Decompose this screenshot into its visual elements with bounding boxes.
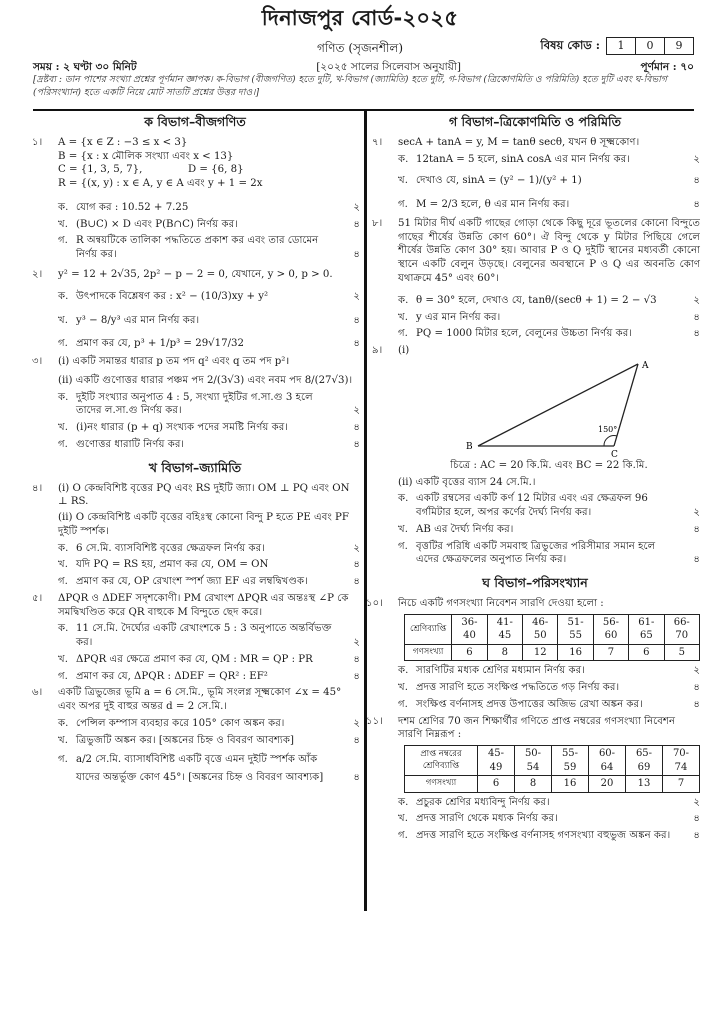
- sub-question: [398, 812, 700, 826]
- sub-label: খ.: [58, 314, 68, 326]
- sub-text: 11 সে.মি. দৈর্ঘ্যের একটি রেখাংশকে 5 : 3 অনুপাতে অন্তর্বিভক্ত কর।: [76, 623, 332, 649]
- sub-question: [58, 653, 360, 667]
- question-number: ৭।: [372, 136, 383, 148]
- sub-text: উৎপাদকে বিশ্লেষণ কর : x² − (10/3)xy + y²: [76, 290, 269, 302]
- side-ca: [614, 364, 638, 446]
- marks: ২: [353, 290, 360, 302]
- sub-label: ক.: [58, 718, 69, 730]
- sub-question: [58, 622, 360, 650]
- left-column: [30, 111, 360, 790]
- sub-question: [58, 542, 360, 556]
- time-allowed: সময় : ২ ঘণ্টা ৩০ মিনিট: [33, 61, 137, 73]
- marks: ৪: [693, 682, 700, 694]
- marks: ৪: [353, 438, 360, 450]
- marks: ৪: [353, 559, 360, 571]
- stem-line: (ii) O কেন্দ্রবিশিষ্ট একটি বৃত্তের বহিঃস্থ কোনো বিন্দু P হতে PE এবং PF দুইটি স্পর্শক।: [58, 512, 349, 537]
- sub-label: ক.: [398, 153, 409, 165]
- question-stem: দশম শ্রেণির 70 জন শিক্ষার্থীর গণিতে প্রাপ্ত নম্বরের গণসংখ্যা নিবেশন সারণি নিম্নরূপ :: [398, 715, 676, 741]
- sub-text: প্রদত্ত সারণি হতে সংক্ষিপ্ত বর্ণনাসহ গণসংখ্যা বহুভুজ অঙ্কন কর।: [416, 830, 671, 842]
- question-stem: 51 মিটার দীর্ঘ একটি গাছের গোড়া থেকে কিছু দূরে ভূতলের কোনো বিন্দুতে গাছের শীর্ষের উন্নতি কোণ 60°। ঐ বিন্দু থেকে y মিটার পিছিয়ে গেলে শীর্ষের উন্নতি কোণ 30° হয়। আবার P ও Q দুইটি স্থানের মধ্যবর্তী কোনো স্থানে একটি বেলুন উড়ছে। বেলুনের অবস্থানে P ও Q এর অবনতি কোণ যথাক্রমে 45° এবং 60°।: [398, 217, 700, 284]
- instruction-note: [দ্রষ্টব্য : ডান পাশের সংখ্যা প্রশ্নের পূর্ণমান জ্ঞাপক। ক-বিভাগ (বীজগণিত) হতে দুটি, খ-বিভাগ (জ্যামিতি) হতে দুটি, গ-বিভাগ (ত্রিকোণমিতি ও পরিমিতি) হতে দুটি এবং ঘ-বিভাগ (পরিসংখ্যান) হতে একটি নিয়ে মোট সাতটি প্রশ্নের উত্তর দাও।]: [33, 74, 667, 99]
- marks: ৪: [693, 554, 700, 566]
- stem-line: (ii) একটি গুণোত্তর ধারার পঞ্চম পদ 2/(3√3) এবং নবম পদ 8/(27√3)।: [58, 374, 353, 386]
- sub-question: [398, 294, 700, 308]
- marks: ৪: [353, 422, 360, 434]
- question-number: ১০।: [366, 598, 383, 610]
- sub-question: [58, 575, 360, 589]
- table-cell: 7: [663, 776, 700, 793]
- sub-question: [58, 734, 360, 748]
- sub-text: দেখাও যে, sinA = (y² − 1)/(y² + 1): [416, 175, 582, 187]
- sub-question: [398, 698, 700, 712]
- marks: ৪: [693, 199, 700, 211]
- question-stem: একটি ত্রিভুজের ভূমি a = 6 সে.মি., ভূমি সংলগ্ন সূক্ষ্মকোণ ∠x = 45° এবং অপর দুই বাহুর অন্তর d = 2 সে.মি.।: [58, 687, 342, 713]
- sub-label: গ.: [58, 235, 68, 247]
- marks: ৪: [693, 175, 700, 187]
- triangle-diagram: [438, 358, 678, 458]
- subject-code-label: বিষয় কোড :: [540, 38, 600, 53]
- table-row: [405, 614, 700, 644]
- sub-question: [58, 670, 360, 684]
- sub-text: a/2 সে.মি. ব্যাসার্ধবিশিষ্ট একটি বৃত্তে এমন দুইটি স্পর্শক আঁক যাদের অন্তর্ভুক্ত কোণ 45°। [অঙ্কনের চিহ্ন ও বিবরণ আবশ্যক]: [76, 753, 324, 783]
- stem-line: [58, 163, 360, 177]
- sub-text: পেন্সিল কম্পাস ব্যবহার করে 105° কোণ অঙ্কন কর।: [76, 718, 285, 730]
- table-row: [405, 644, 700, 661]
- row-header: গণসংখ্যা: [405, 644, 452, 661]
- marks: ৪: [353, 734, 360, 746]
- marks: ২: [693, 294, 700, 306]
- sub-label: গ.: [398, 199, 408, 211]
- question-number: ৯।: [372, 345, 383, 357]
- marks: ৪: [693, 328, 700, 340]
- sub-question: [58, 421, 360, 435]
- sub-question: [398, 681, 700, 695]
- sub-question: [58, 337, 360, 351]
- sub-text: একটি রম্বসের একটি কর্ণ 12 মিটার এবং এর ক্ষেত্রফল 96 বর্গমিটার হলে, অপর কর্ণের দৈর্ঘ্য নির্ণয় কর।: [416, 493, 648, 519]
- marks: ৪: [693, 830, 700, 842]
- sub-label: ক.: [58, 391, 69, 403]
- sub-label: খ.: [58, 559, 68, 571]
- part-i-label: (i): [398, 345, 410, 357]
- sub-text: যোগ কর : 10.52 + 7.25: [76, 201, 189, 213]
- sub-label: গ.: [58, 438, 68, 450]
- question-number: ১১।: [366, 715, 383, 727]
- vertex-a-label: A: [642, 360, 649, 371]
- marks: ২: [353, 542, 360, 554]
- sub-text: 12tanA = 5 হলে, sinA cosA এর মান নির্ণয় কর।: [416, 153, 630, 165]
- board-title: দিনাজপুর বোর্ড-২০২৫: [261, 6, 459, 30]
- marks: ৪: [693, 523, 700, 535]
- stem-line: (i) একটি সমান্তর ধারার p তম পদ q² এবং q তম পদ p²।: [58, 356, 290, 368]
- sub-label: খ.: [398, 523, 408, 535]
- section-title-algebra: ক বিভাগ–বীজগণিত: [144, 114, 246, 129]
- stem-line: A = {x ∈ Z : −3 ≤ x < 3}: [58, 136, 188, 148]
- sub-question: [398, 174, 700, 188]
- question-10: [366, 597, 700, 712]
- table-cell: 13: [626, 776, 663, 793]
- table-cell: 50-54: [515, 746, 552, 776]
- stem-line: R = {(x, y) : x ∈ A, y ∈ A এবং y + 1 = 2x: [58, 178, 263, 190]
- question-number: ১।: [32, 136, 43, 148]
- table-cell: 8: [515, 776, 552, 793]
- row-header: গণসংখ্যা: [405, 776, 478, 793]
- marks: ২: [353, 405, 360, 417]
- vertex-b-label: B: [466, 441, 473, 452]
- marks: ৪: [353, 338, 360, 350]
- column-divider: [364, 111, 367, 911]
- sub-label: ক.: [398, 796, 409, 808]
- sub-text: বৃত্তটির পরিধি একটি সমবাহু ত্রিভুজের পরিসীমার সমান হলে এদের ক্ষেত্রফলের অনুপাত নির্ণয় কর।: [416, 540, 656, 566]
- question-9: [370, 344, 700, 567]
- sub-question: [58, 201, 360, 215]
- stem-set-c: C = {1, 3, 5, 7},: [58, 164, 143, 176]
- code-digit: 1: [617, 39, 625, 52]
- question-7: [370, 136, 700, 212]
- sub-label: ক.: [58, 290, 69, 302]
- code-digit: 9: [664, 38, 693, 54]
- table-cell: 66-70: [664, 614, 699, 644]
- stem-set-d: D = {6, 8}: [188, 164, 244, 176]
- table-cell: 7: [593, 644, 628, 661]
- sub-question: [58, 717, 360, 731]
- full-marks: পূর্ণমান : ৭০: [640, 61, 694, 73]
- table-row: [405, 776, 700, 793]
- table-cell: 55-59: [552, 746, 589, 776]
- sub-text: প্রদত্ত সারণি থেকে মধ্যক নির্ণয় কর।: [416, 813, 558, 825]
- sub-text: সংক্ষিপ্ত বর্ণনাসহ প্রদত্ত উপাত্তের অজিভ রেখা অঙ্কন কর।: [416, 698, 643, 710]
- sub-label: ক.: [58, 623, 69, 635]
- question-2: [30, 268, 360, 351]
- sub-text: প্রদত্ত সারণি হতে সংক্ষিপ্ত পদ্ধতিতে গড় নির্ণয় কর।: [416, 682, 620, 694]
- sub-question: [398, 311, 700, 325]
- sub-label: গ.: [398, 698, 408, 710]
- sub-label: ক.: [58, 201, 69, 213]
- section-title-geometry: খ বিভাগ–জ্যামিতি: [148, 459, 242, 475]
- question-4: [30, 482, 360, 589]
- marks: ২: [693, 507, 700, 519]
- section-title-statistics: ঘ বিভাগ–পরিসংখ্যান: [482, 575, 588, 591]
- question-6: [30, 686, 360, 787]
- sub-label: গ.: [58, 753, 68, 765]
- marks: ২: [353, 718, 360, 730]
- sub-text: প্রচুরক শ্রেণির মধ্যবিন্দু নির্ণয় কর।: [416, 796, 550, 808]
- sub-text: দুইটি সংখ্যার অনুপাত 4 : 5, সংখ্যা দুইটির গ.সা.গু 3 হলে তাদের ল.সা.গু নির্ণয় কর।: [76, 391, 313, 417]
- marks: ৪: [693, 813, 700, 825]
- table-cell: 45-49: [478, 746, 515, 776]
- question-stem: secA + tanA = y, M = tanθ secθ, যখন θ সূক্ষ্মকোণ।: [398, 136, 640, 148]
- sub-label: ক.: [398, 493, 409, 505]
- sub-text: M = 2/3 হলে, θ এর মান নির্ণয় কর।: [416, 199, 570, 211]
- sub-text: প্রমাণ কর যে, ΔPQR : ΔDEF = QR² : EF²: [76, 670, 268, 682]
- sub-text: (i)নং ধারার (p + q) সংখ্যক পদের সমষ্টি নির্ণয় কর।: [76, 422, 288, 434]
- subject-title: গণিত (সৃজনশীল): [316, 41, 404, 55]
- sub-question: [398, 523, 700, 537]
- marks: ২: [693, 153, 700, 165]
- sub-text: 6 সে.মি. ব্যাসবিশিষ্ট বৃত্তের ক্ষেত্রফল নির্ণয় কর।: [76, 542, 265, 554]
- sub-question: [58, 234, 360, 262]
- row-header: শ্রেণিব্যাপ্তি: [405, 614, 452, 644]
- sub-label: গ.: [58, 670, 68, 682]
- table-cell: 6: [629, 644, 664, 661]
- marks: ৪: [353, 670, 360, 682]
- question-stem: [58, 482, 360, 539]
- section-title-trigonometry: গ বিভাগ–ত্রিকোণমিতি ও পরিমিতি: [449, 114, 621, 129]
- sub-label: ক.: [58, 542, 69, 554]
- sub-question: [398, 327, 700, 341]
- vertex-c-label: C: [611, 449, 618, 458]
- marks: ২: [353, 637, 360, 649]
- syllabus-note: [২০২৫ সালের সিলেবাস অনুযায়ী]: [316, 61, 461, 73]
- question-number: ৬।: [32, 687, 43, 699]
- sub-label: গ.: [58, 338, 68, 350]
- table-cell: 16: [558, 644, 593, 661]
- marks: ৪: [353, 249, 360, 261]
- question-stem: [58, 355, 360, 388]
- marks: ৪: [693, 698, 700, 710]
- triangle-figure: [398, 358, 700, 458]
- part-ii-text: (ii) একটি বৃত্তের ব্যাস 24 সে.মি.।: [398, 476, 536, 488]
- sub-label: খ.: [398, 682, 408, 694]
- marks: ২: [693, 796, 700, 808]
- question-stem: ΔPQR ও ΔDEF সদৃশকোণী। PM রেখাংশ ΔPQR এর অন্তঃস্থ ∠P কে সমদ্বিখণ্ডিত করে QR বাহুকে M বিন্দুতে ছেদ করে।: [58, 592, 349, 618]
- subject-code: [540, 37, 694, 55]
- sub-label: খ.: [58, 422, 68, 434]
- sub-question: [398, 664, 700, 678]
- question-stem: y² = 12 + 2√35, 2p² − p − 2 = 0, যেখানে, y > 0, p > 0.: [58, 269, 333, 280]
- table-cell: 12: [523, 644, 558, 661]
- question-number: ৮।: [372, 217, 383, 229]
- table-cell: 65-69: [626, 746, 663, 776]
- sub-label: খ.: [58, 734, 68, 746]
- sub-label: খ.: [398, 175, 408, 187]
- sub-question: [398, 796, 700, 810]
- sub-question: [58, 558, 360, 572]
- marks: ৪: [353, 218, 360, 230]
- marks: ২: [353, 201, 360, 213]
- sub-text: y³ − 8/y³ এর মান নির্ণয় কর।: [76, 314, 200, 326]
- sub-question: [398, 492, 700, 520]
- sub-text: যদি PQ = RS হয়, প্রমাণ কর যে, OM = ON: [76, 559, 269, 571]
- sub-question: [398, 198, 700, 212]
- table-cell: 36-40: [452, 614, 487, 644]
- table-cell: 60-64: [589, 746, 626, 776]
- marks: ৪: [353, 653, 360, 665]
- sub-text: y এর মান নির্ণয় কর।: [416, 311, 501, 323]
- sub-label: ক.: [398, 294, 409, 306]
- table-cell: 20: [589, 776, 626, 793]
- frequency-table-q10: [404, 614, 700, 662]
- table-cell: 70-74: [663, 746, 700, 776]
- sub-text: প্রমাণ কর যে, p³ + 1/p³ = 29√17/32: [76, 338, 245, 350]
- stem-line: B = {x : x মৌলিক সংখ্যা এবং x < 13}: [58, 150, 234, 162]
- sub-text: ত্রিভুজটি অঙ্কন কর। [অঙ্কনের চিহ্ন ও বিবরণ আবশ্যক]: [76, 734, 294, 746]
- question-5: [30, 592, 360, 684]
- table-cell: 46-50: [523, 614, 558, 644]
- row-header: প্রাপ্ত নম্বরের শ্রেণিব্যাপ্তি: [405, 746, 478, 776]
- table-cell: 56-60: [593, 614, 628, 644]
- sub-question: [58, 290, 360, 304]
- question-1: [30, 136, 360, 262]
- sub-question: [58, 314, 360, 328]
- marks: ৪: [353, 576, 360, 588]
- sub-question: [398, 829, 700, 843]
- question-stem: [58, 136, 360, 191]
- sub-label: গ.: [58, 576, 68, 588]
- sub-label: গ.: [398, 540, 408, 552]
- sub-text: গুণোত্তর ধারাটি নির্ণয় কর।: [76, 438, 185, 450]
- sub-question: [58, 391, 360, 419]
- stem-line: (i) O কেন্দ্রবিশিষ্ট বৃত্তের PQ এবং RS দুইটি জ্যা। OM ⊥ PQ এবং ON ⊥ RS.: [58, 482, 350, 508]
- table-cell: 6: [478, 776, 515, 793]
- marks: ৪: [693, 311, 700, 323]
- table-cell: 8: [487, 644, 522, 661]
- sub-label: খ.: [58, 218, 68, 230]
- question-11: [366, 715, 700, 843]
- question-number: ৫।: [32, 592, 43, 604]
- marks: ২: [693, 665, 700, 677]
- sub-label: ক.: [398, 665, 409, 677]
- table-row: [405, 746, 700, 776]
- right-column: [366, 111, 700, 846]
- question-number: ২।: [32, 269, 43, 280]
- angle-c-label: 150°: [598, 424, 618, 434]
- marks: ৪: [353, 771, 360, 783]
- sub-text: θ = 30° হলে, দেখাও যে, tanθ/(secθ + 1) = 2 − √3: [416, 294, 657, 306]
- table-cell: 51-55: [558, 614, 593, 644]
- question-stem: নিচে একটি গণসংখ্যা নিবেশন সারণি দেওয়া হলো :: [398, 598, 604, 610]
- question-number: ৪।: [32, 482, 43, 494]
- sub-text: ΔPQR এর ক্ষেত্রে প্রমাণ কর যে, QM : MR = QP : PR: [76, 653, 313, 665]
- sub-label: গ.: [398, 328, 408, 340]
- sub-label: খ.: [398, 311, 408, 323]
- figure-caption: চিত্রে : AC = 20 কি.মি. এবং BC = 22 কি.মি.: [450, 459, 648, 471]
- sub-text: (B∪C) × D এবং P(B∩C) নির্ণয় কর।: [76, 218, 238, 230]
- sub-text: প্রমাণ কর যে, OP রেখাংশ স্পর্শ জ্যা EF এর লম্বদ্বিখণ্ডক।: [76, 576, 308, 588]
- frequency-table-q11: [404, 745, 700, 793]
- code-digit: 0: [635, 38, 664, 54]
- sub-question: [58, 218, 360, 232]
- marks: ৪: [353, 314, 360, 326]
- sub-question: [398, 153, 700, 167]
- sub-text: সারণিটির মধ্যক শ্রেণির মধ্যমান নির্ণয় কর।: [416, 665, 585, 677]
- question-8: [370, 217, 700, 341]
- table-cell: 16: [552, 776, 589, 793]
- table-cell: 61-65: [629, 614, 664, 644]
- table-cell: 41-45: [487, 614, 522, 644]
- sub-text: PQ = 1000 মিটার হলে, বেলুনের উচ্চতা নির্ণয় কর।: [416, 328, 632, 340]
- question-3: [30, 355, 360, 452]
- sub-question: [58, 751, 360, 788]
- subject-code-boxes: [606, 37, 694, 55]
- table-cell: 5: [664, 644, 699, 661]
- table-cell: 6: [452, 644, 487, 661]
- sub-question: [58, 438, 360, 452]
- sub-label: গ.: [398, 830, 408, 842]
- sub-text: R অন্বয়টিকে তালিকা পদ্ধতিতে প্রকাশ কর এবং তার ডোমেন নির্ণয় কর।: [76, 235, 319, 261]
- sub-label: খ.: [398, 813, 408, 825]
- sub-text: AB এর দৈর্ঘ্য নির্ণয় কর।: [416, 523, 514, 535]
- question-number: ৩।: [32, 356, 43, 368]
- sub-label: খ.: [58, 653, 68, 665]
- sub-question: [398, 540, 700, 568]
